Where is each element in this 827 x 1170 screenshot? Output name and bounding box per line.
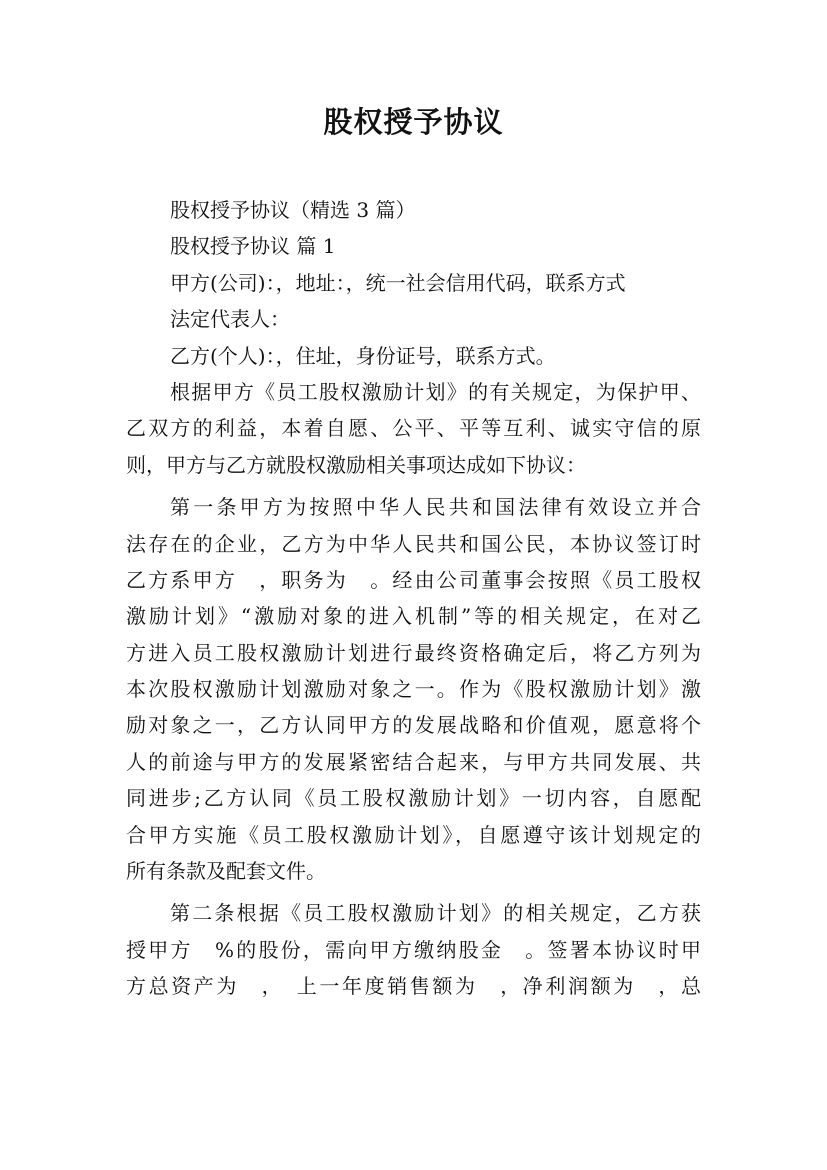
document-line: 激励计划》“激励对象的进入机制”等的相关规定，在对乙 [126,604,701,629]
document-line: 方进入员工股权激励计划进行最终资格确定后，将乙方列为 [126,640,701,665]
document-line: 股权授予协议（精选 3 篇） [170,198,416,222]
document-line: 所有条款及配套文件。 [126,859,326,884]
document-line: 乙双方的利益，本着自愿、公平、平等互利、诚实守信的原 [126,416,701,441]
document-line: 乙方系甲方 ，职务为 。经由公司董事会按照《员工股权 [126,567,701,592]
document-line: 乙方(个人)：，住址，身份证号，联系方式。 [170,343,556,368]
document-line: 第二条根据《员工股权激励计划》的相关规定，乙方获 [170,901,701,926]
document-title: 股权授予协议 [323,105,504,139]
document-line: 授甲方 %的股份，需向甲方缴纳股金 。签署本协议时甲 [126,937,701,962]
document-line: 股权授予协议 篇 1 [170,234,336,259]
document-line: 法定代表人： [170,307,290,332]
document-line: 则，甲方与乙方就股权激励相关事项达成如下协议： [126,452,586,477]
document-line: 法存在的企业，乙方为中华人民共和国公民，本协议签订时 [126,531,701,556]
document-line: 合甲方实施《员工股权激励计划》，自愿遵守该计划规定的 [126,822,701,847]
document-line: 甲方(公司)：，地址：，统一社会信用代码，联系方式 [170,270,626,295]
document-body [126,192,701,1005]
document-line: 本次股权激励计划激励对象之一。作为《股权激励计划》激 [126,677,701,702]
document-line: 第一条甲方为按照中华人民共和国法律有效设立并合 [170,495,701,520]
document-line: 方总资产为 ， 上一年度销售额为 ，净利润额为 ，总 [126,974,701,999]
document-line: 同进步;乙方认同《员工股权激励计划》一切内容，自愿配 [126,786,701,811]
document-line: 励对象之一，乙方认同甲方的发展战略和价值观，愿意将个 [126,713,701,738]
document-line: 人的前途与甲方的发展紧密结合起来，与甲方共同发展、共 [126,749,701,774]
document-line: 根据甲方《员工股权激励计划》的有关规定，为保护甲、 [170,379,701,404]
